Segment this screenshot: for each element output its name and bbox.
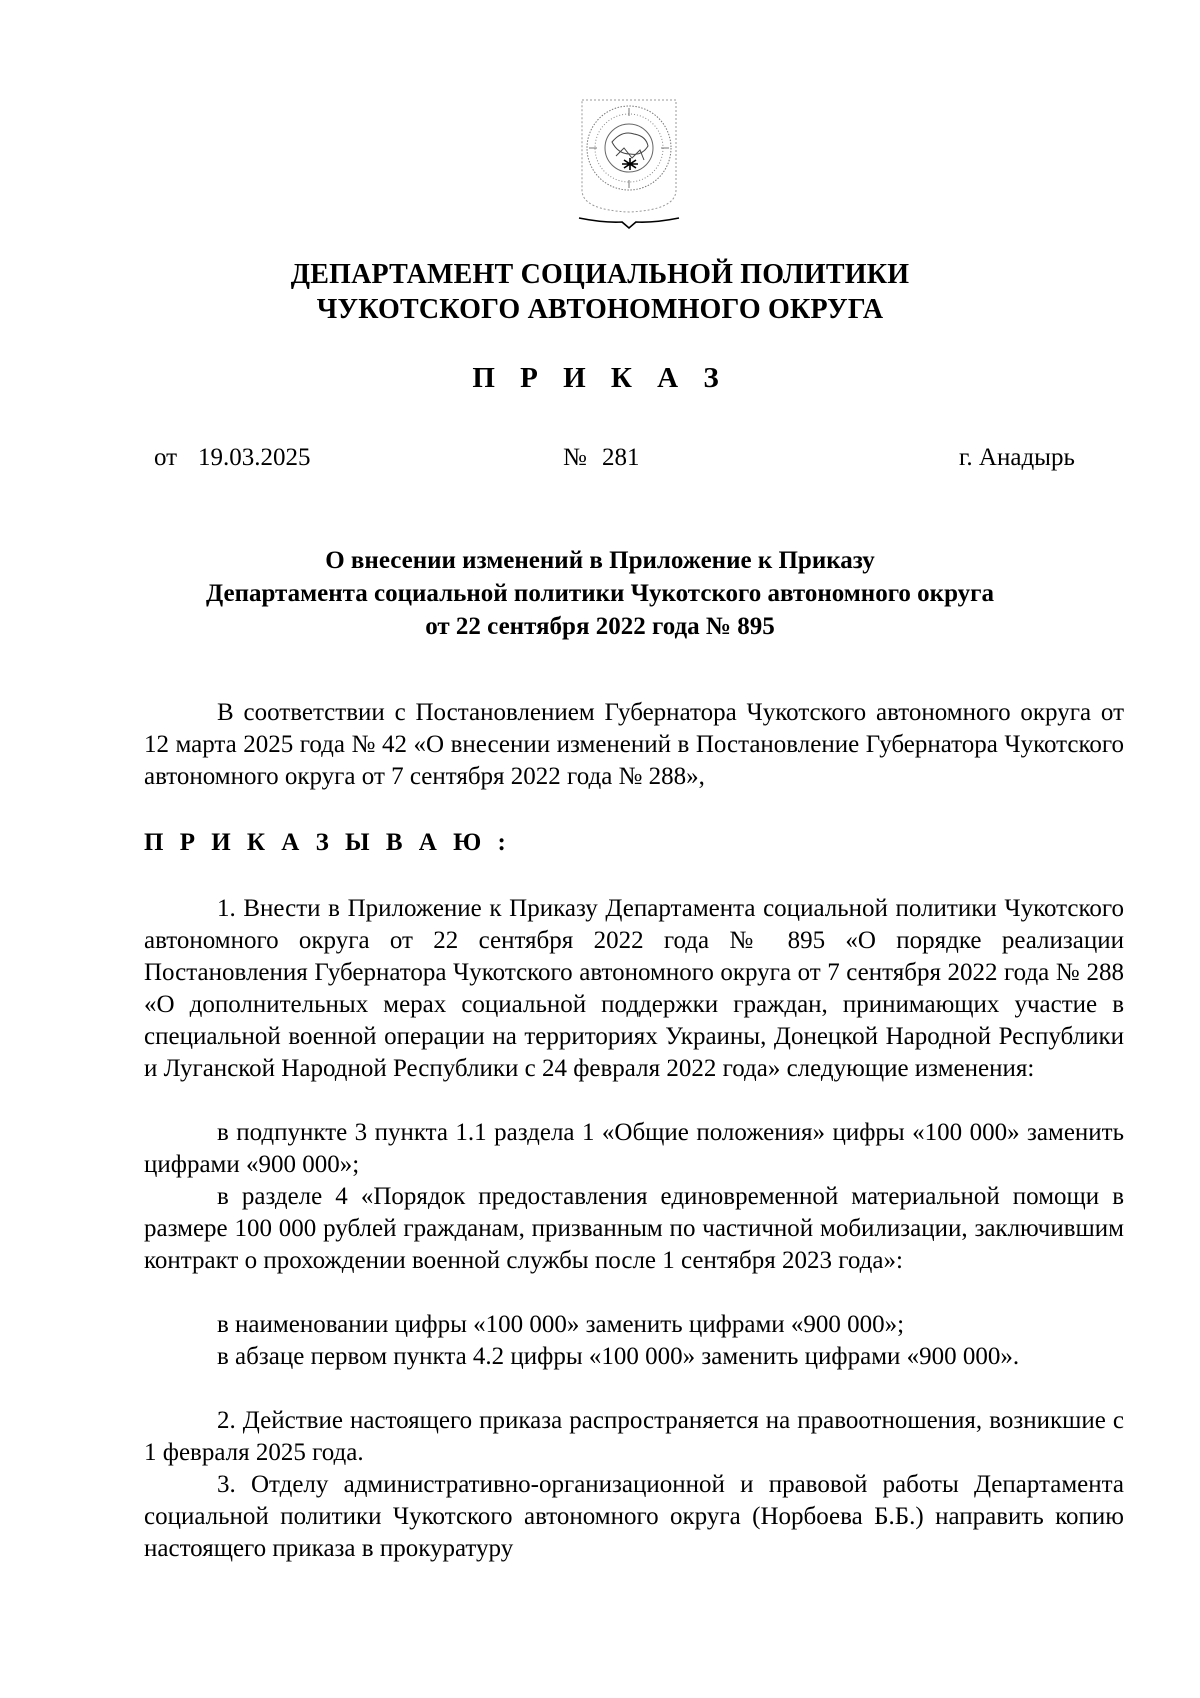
paragraph-1: 1. Внести в Приложение к Приказу Департамента социальной политики Чукотского автономного округа от 22 сентября 2022 года № 895 «О порядке реализации Постановления Губернатора Чукотского автономного округа от 7 сентября 2022 года № 288 «О дополнительных мерах социальной поддержки граждан, принимающих участие в специальной военной операции на территориях Украины, Донецкой Народной Республики и Луганской Народной Республики с 24 февраля 2022 года» следующие изменения: bbox=[144, 895, 1124, 1082]
department-name-line1: ДЕПАРТАМЕНТ СОЦИАЛЬНОЙ ПОЛИТИКИ bbox=[290, 259, 910, 290]
city: г. Анадырь bbox=[959, 444, 1075, 471]
subject-line2: Департамента социальной политики Чукотского автономного округа bbox=[205, 580, 995, 607]
department-name-line2: ЧУКОТСКОГО АВТОНОМНОГО ОКРУГА bbox=[316, 294, 884, 325]
subject-line1: О внесении изменений в Приложение к Приказу bbox=[325, 547, 875, 574]
paragraph-1-sub-d: в абзаце первом пункта 4.2 цифры «100 000» заменить цифрами «900 000». bbox=[217, 1343, 1020, 1370]
subject-line3: от 22 сентября 2022 года № 895 bbox=[425, 613, 775, 640]
coat-of-arms-emblem bbox=[574, 90, 684, 230]
paragraph-3: 3. Отделу административно-организационной и правовой работы Департамента социальной политики Чукотского автономного округа (Норбоева Б.Б.) направить копию настоящего приказа в прокуратуру bbox=[144, 1471, 1124, 1562]
order-date: 19.03.2025 bbox=[198, 444, 311, 471]
date-label: от bbox=[154, 444, 178, 471]
order-number: 281 bbox=[602, 444, 640, 471]
preamble-paragraph: В соответствии с Постановлением Губернатора Чукотского автономного округа от 12 марта 2025 года № 42 «О внесении изменений в Постановление Губернатора Чукотского автономного округа от 7 сентября 2022 года № 288», bbox=[144, 699, 1124, 790]
paragraph-1-sub-b: в разделе 4 «Порядок предоставления единовременной материальной помощи в размере 100 000 рублей гражданам, призванным по частичной мобилизации, заключившим контракт о прохождении военной службы после 1 сентября 2023 года»: bbox=[144, 1183, 1124, 1274]
paragraph-2: 2. Действие настоящего приказа распространяется на правоотношения, возникшие с 1 февраля 2025 года. bbox=[144, 1407, 1124, 1466]
number-label: № bbox=[563, 444, 587, 471]
paragraph-1-sub-a: в подпункте 3 пункта 1.1 раздела 1 «Общие положения» цифры «100 000» заменить цифрами «900 000»; bbox=[144, 1119, 1124, 1178]
order-directive-word: П Р И К А З Ы В А Ю : bbox=[144, 829, 511, 856]
order-title: П Р И К А З bbox=[472, 362, 728, 394]
paragraph-1-sub-c: в наименовании цифры «100 000» заменить цифрами «900 000»; bbox=[217, 1311, 905, 1338]
